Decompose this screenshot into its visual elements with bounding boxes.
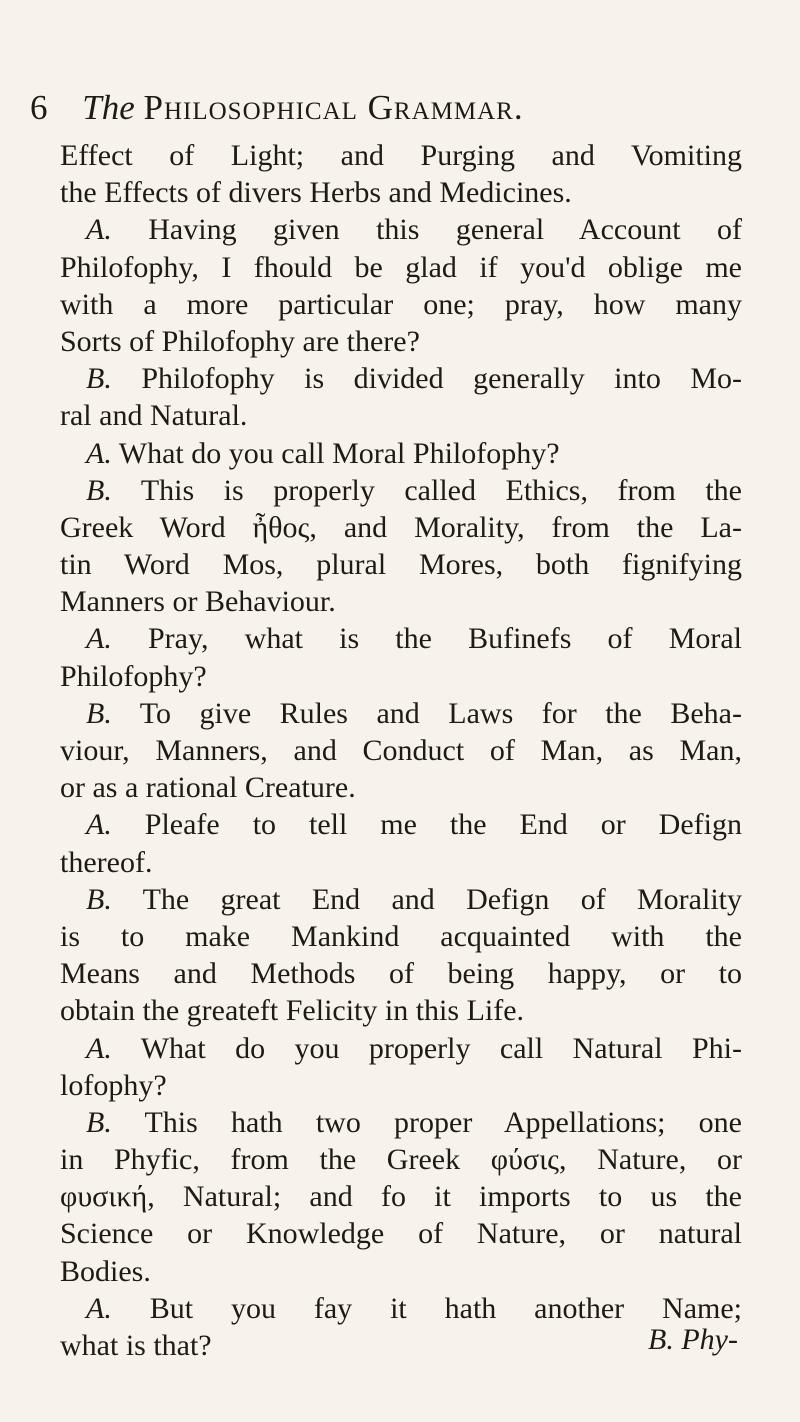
text-line [60, 1178, 742, 1215]
line-text: Bodies. [60, 1254, 151, 1288]
text-line [60, 323, 742, 360]
line-text: Philofophy? [60, 659, 207, 693]
line-text: Manners or Behaviour. [60, 585, 336, 619]
text-line [60, 992, 742, 1029]
speaker-label: B. [86, 1105, 112, 1139]
text-line [60, 286, 742, 323]
text-line [60, 1215, 742, 1252]
text-line [60, 1327, 742, 1364]
text-line [60, 1067, 742, 1104]
line-text: Pray, what is the Bufinefs of Moral [147, 622, 743, 656]
line-text: But you fay it hath another Name; [149, 1291, 742, 1325]
text-line [60, 509, 742, 546]
line-text: To give Rules and Laws for the Beha- [139, 696, 742, 730]
text-line [60, 1253, 742, 1290]
line-text: Philofophy is divided generally into Mo- [141, 362, 743, 396]
line-text: Greek Word ἦθος, and Morality, from the La- [60, 510, 742, 544]
text-line [60, 620, 742, 657]
text-line [60, 137, 742, 174]
text-line [60, 211, 742, 248]
text-line [60, 249, 742, 286]
line-text: the Effects of divers Herbs and Medicines. [60, 176, 572, 210]
speaker-label: A. [86, 1031, 112, 1065]
line-text: tin Word Mos, plural Mores, both fignifying [60, 548, 742, 582]
line-text: Effect of Light; and Purging and Vomiting [60, 139, 742, 172]
text-line [60, 1290, 742, 1327]
line-text: Philofophy, I fhould be glad if you'd oblige me [60, 250, 742, 284]
line-text: is to make Mankind acquainted with the [60, 919, 742, 953]
line-text: Sorts of Philofophy are there? [60, 324, 420, 358]
text-line [60, 1141, 742, 1178]
line-text: obtain the greateft Felicity in this Life. [60, 994, 525, 1028]
text-line [60, 583, 742, 620]
text-line [60, 546, 742, 583]
speaker-label: A. [86, 213, 112, 247]
text-line [60, 881, 742, 918]
text-line [60, 695, 742, 732]
line-text: This hath two proper Appellations; one [144, 1105, 742, 1139]
text-line [60, 732, 742, 769]
page-number: 6 [30, 88, 48, 127]
speaker-label: B. [86, 696, 112, 730]
text-line [60, 360, 742, 397]
speaker-label: A. [86, 436, 112, 470]
text-line [60, 769, 742, 806]
line-text: or as a rational Creature. [60, 771, 356, 805]
text-line [60, 1104, 742, 1141]
text-line [60, 844, 742, 881]
line-text: ral and Natural. [60, 399, 248, 433]
line-text: Means and Methods of being happy, or to [60, 957, 742, 991]
line-text: Science or Knowledge of Nature, or natural [60, 1217, 742, 1251]
line-text: viour, Manners, and Conduct of Man, as Man, [60, 734, 742, 767]
line-text: What do you call Moral Philofophy? [118, 436, 560, 470]
text-line [60, 658, 742, 695]
speaker-label: B. [86, 473, 112, 507]
speaker-label: B. [86, 362, 112, 396]
line-text: lofophy? [60, 1068, 167, 1102]
running-title-article: The [82, 88, 135, 127]
line-text: What do you properly call Natural Phi- [140, 1031, 742, 1065]
running-header [30, 88, 750, 128]
text-line [60, 918, 742, 955]
line-text: φυσική, Natural; and fo it imports to us the [60, 1180, 742, 1214]
line-text: with a more particular one; pray, how many [60, 287, 742, 321]
speaker-label: A. [86, 808, 112, 842]
line-text: in Phyfic, from the Greek φύσις, Nature, or [60, 1143, 742, 1177]
line-text: The great End and Defign of Morality [142, 882, 742, 916]
text-line [60, 472, 742, 509]
text-line [60, 435, 742, 472]
text-line [60, 806, 742, 843]
text-line [60, 174, 742, 211]
line-text: Pleafe to tell me the End or Defign [144, 808, 742, 842]
speaker-label: A. [86, 622, 112, 656]
text-line [60, 955, 742, 992]
speaker-label: A. [86, 1291, 112, 1325]
text-line [60, 397, 742, 434]
line-text: what is that? [60, 1329, 212, 1362]
running-title: Philosophical Grammar. [143, 88, 524, 127]
catchword: B. Phy- [648, 1323, 738, 1356]
line-text: Having given this general Account of [148, 213, 742, 247]
line-text: This is properly called Ethics, from the [140, 473, 742, 507]
body-text [60, 137, 742, 1364]
speaker-label: B. [86, 882, 112, 916]
line-text: thereof. [60, 845, 153, 879]
text-line [60, 1030, 742, 1067]
